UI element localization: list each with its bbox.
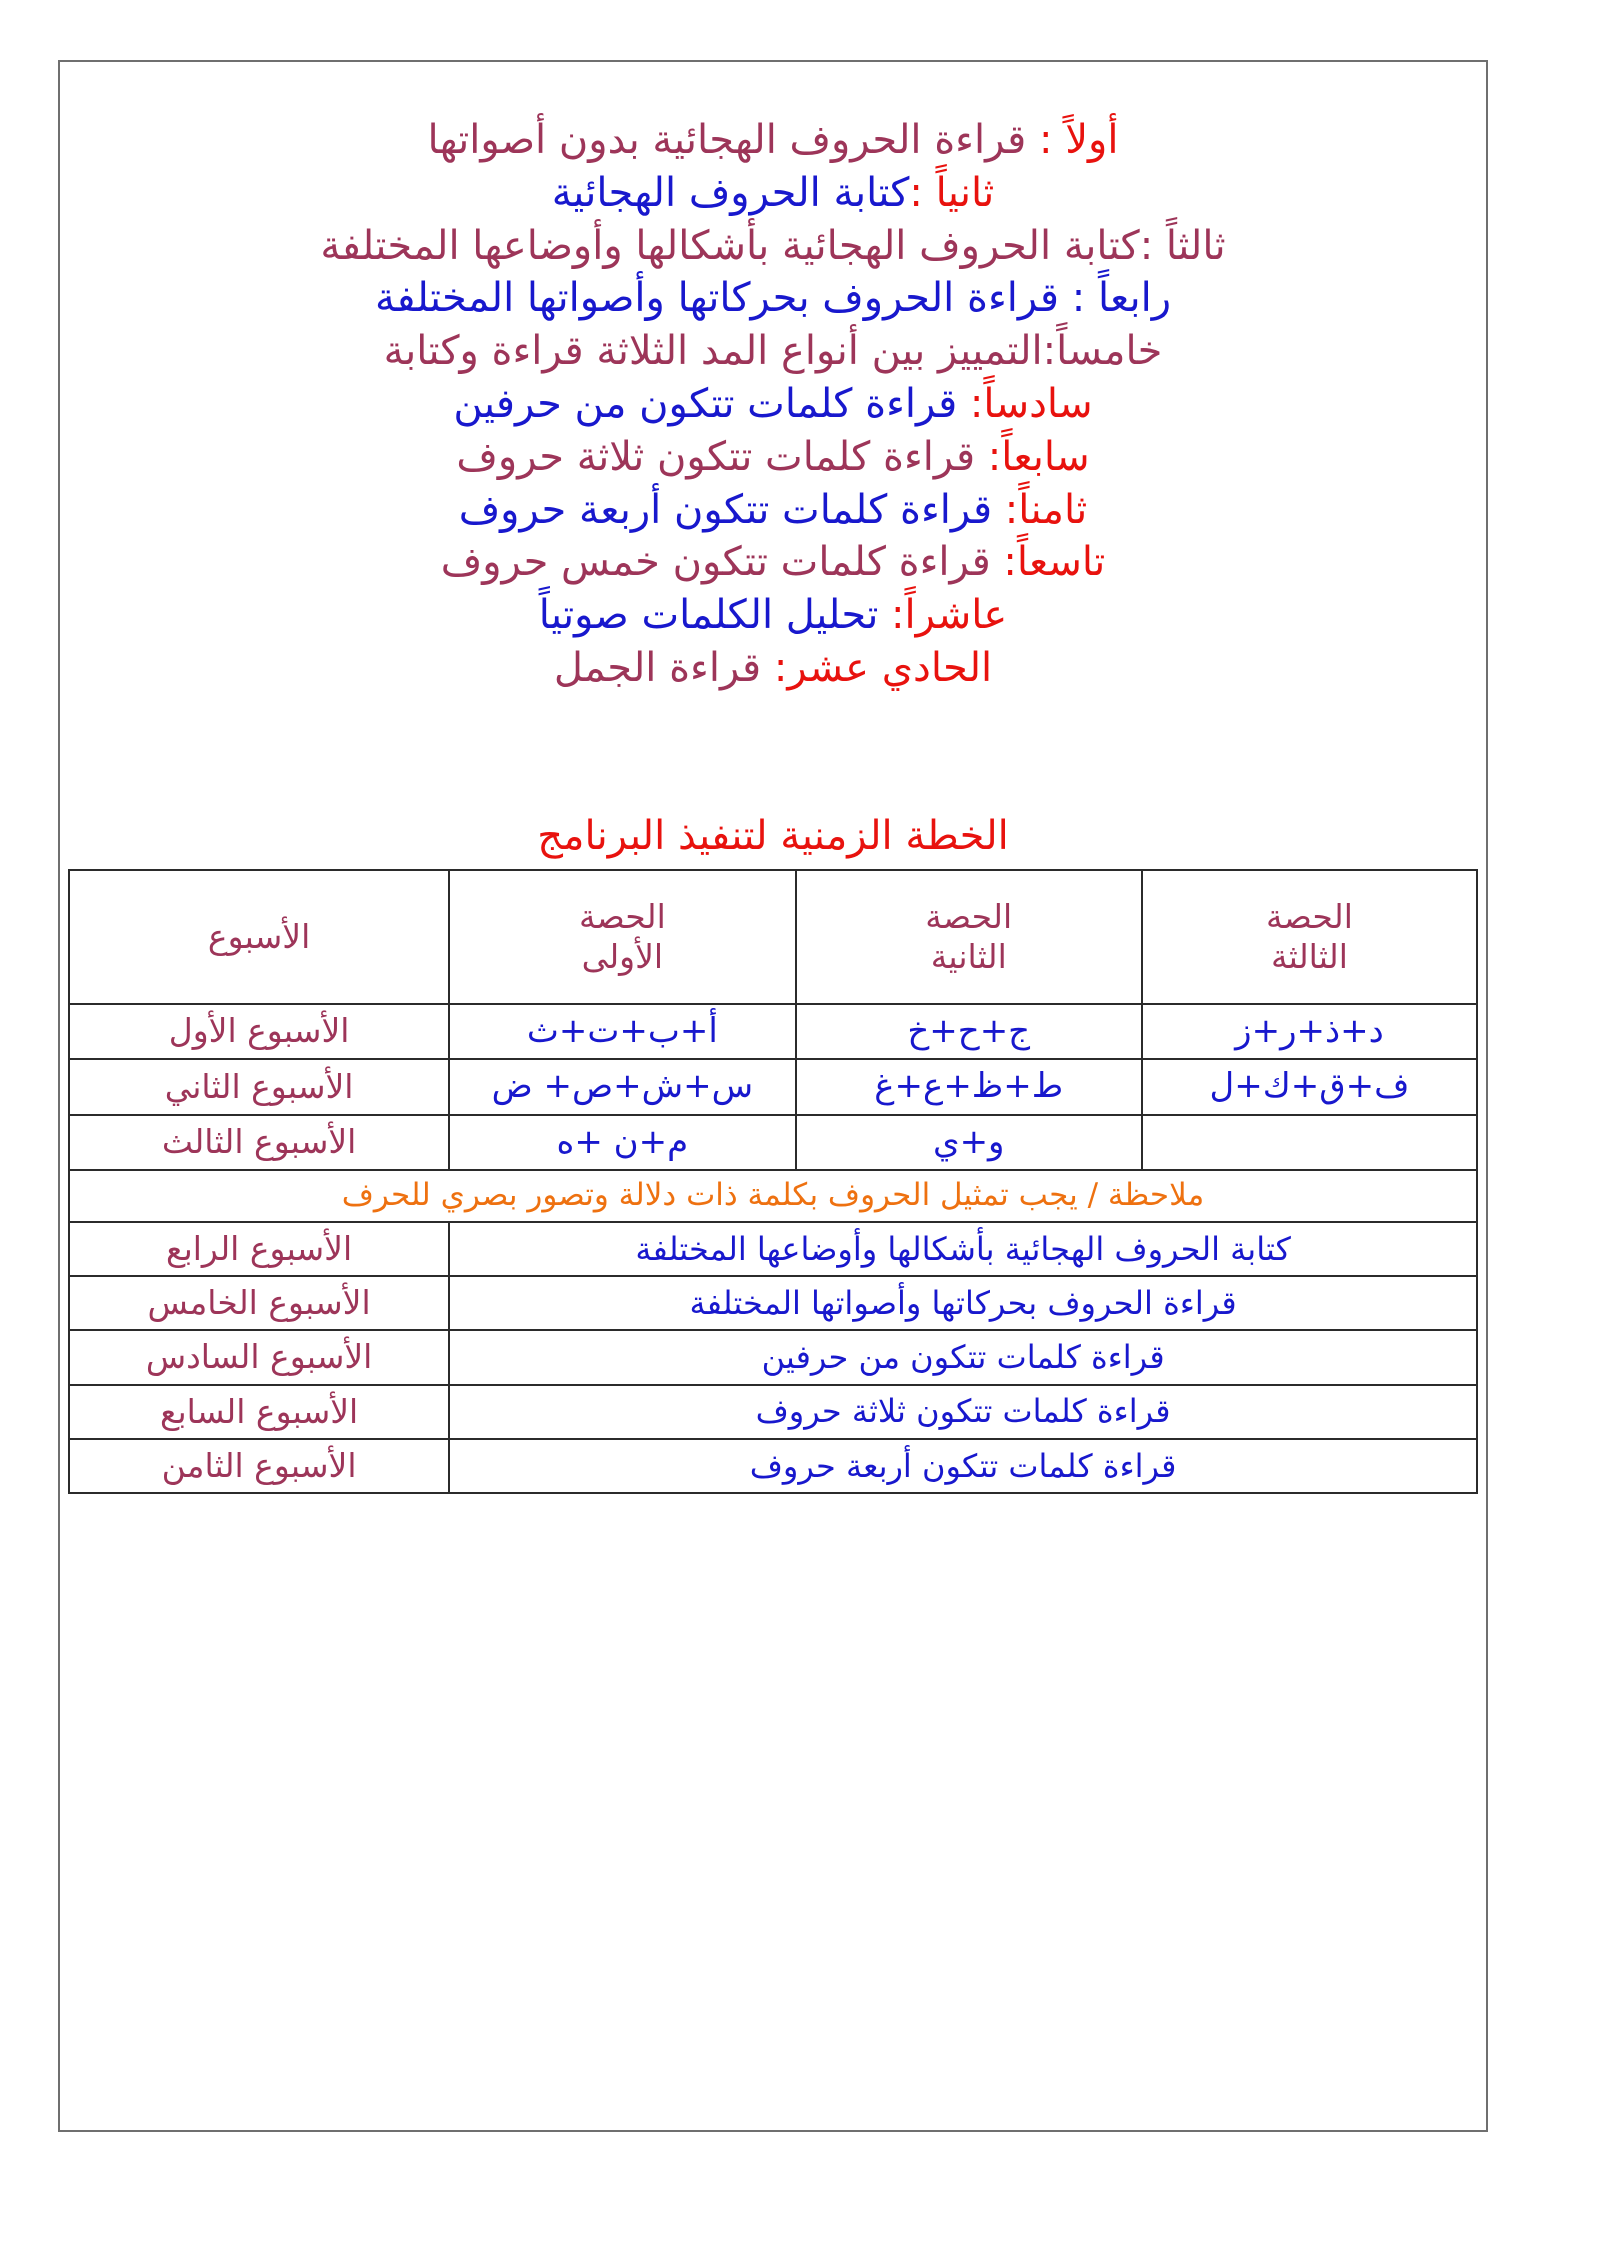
cell-week: الأسبوع الثالث	[69, 1115, 449, 1170]
objective-text: قراءة كلمات تتكون أربعة حروف	[458, 486, 993, 533]
cell-session3: ف+ق+ك+ل	[1142, 1059, 1477, 1114]
objective-ordinal: خامساً:	[1042, 328, 1163, 375]
cell-session1: م+ن +ه	[449, 1115, 795, 1170]
objective-line	[60, 536, 1486, 589]
objective-line	[60, 325, 1486, 378]
objective-ordinal: ثالثاً :	[1139, 222, 1226, 269]
objective-text: كتابة الحروف الهجائية	[551, 169, 910, 216]
objective-ordinal: أولاً :	[1026, 117, 1119, 163]
schedule-title: الخطة الزمنية لتنفيذ البرنامج	[537, 812, 1009, 859]
table-row	[69, 1439, 1477, 1493]
table-row	[69, 1222, 1477, 1276]
objective-ordinal: ثانياً :	[909, 169, 995, 216]
objective-text: قراءة الحروف الهجائية بدون أصواتها	[427, 117, 1027, 163]
cell-week: الأسبوع الأول	[69, 1004, 449, 1059]
column-header-week: الأسبوع	[69, 870, 449, 1004]
objective-line	[60, 484, 1486, 537]
cell-note: ملاحظة / يجب تمثيل الحروف بكلمة ذات دلالة وتصور بصري للحرف	[69, 1170, 1477, 1222]
objectives-list	[60, 62, 1486, 695]
schedule-table-wrapper	[60, 869, 1486, 1494]
objective-text: قراءة كلمات تتكون من حرفين	[453, 380, 958, 427]
cell-session1: أ+ب+ت+ث	[449, 1004, 795, 1059]
table-note-row	[69, 1170, 1477, 1222]
objective-text: قراءة الحروف بحركاتها وأصواتها المختلفة	[374, 275, 1060, 322]
objective-ordinal: عاشراً:	[878, 592, 1008, 639]
table-row	[69, 1385, 1477, 1439]
cell-session2: و+ي	[796, 1115, 1142, 1170]
objective-text: تحليل الكلمات صوتياً	[538, 592, 879, 639]
schedule-table	[68, 869, 1478, 1494]
objective-line	[60, 378, 1486, 431]
column-header-line1: الحصة	[1266, 896, 1353, 936]
column-header-line1: الحصة	[925, 896, 1013, 936]
objective-text: قراءة كلمات تتكون ثلاثة حروف	[456, 433, 976, 480]
document-page	[58, 60, 1488, 2132]
cell-week: الأسبوع السادس	[69, 1330, 449, 1384]
cell-task: قراءة كلمات تتكون أربعة حروف	[449, 1439, 1477, 1493]
cell-session3	[1142, 1115, 1477, 1170]
cell-task: قراءة الحروف بحركاتها وأصواتها المختلفة	[449, 1276, 1477, 1330]
objective-line	[60, 220, 1486, 273]
table-header-row	[69, 870, 1477, 1004]
column-header-line2: الأولى	[581, 936, 664, 976]
objective-ordinal: تاسعاً:	[990, 539, 1106, 586]
cell-week: الأسبوع الثاني	[69, 1059, 449, 1114]
objective-ordinal: رابعاً :	[1059, 275, 1172, 322]
cell-week: الأسبوع الرابع	[69, 1222, 449, 1276]
cell-week: الأسبوع الثامن	[69, 1439, 449, 1493]
column-header-session1	[449, 870, 795, 1004]
objective-ordinal: الحادي عشر:	[761, 644, 993, 691]
table-row	[69, 1330, 1477, 1384]
table-row	[69, 1004, 1477, 1059]
cell-task: قراءة كلمات تتكون ثلاثة حروف	[449, 1385, 1477, 1439]
objective-text: كتابة الحروف الهجائية بأشكالها وأوضاعها المختلفة	[320, 222, 1140, 269]
table-row	[69, 1115, 1477, 1170]
objective-ordinal: سادساً:	[957, 380, 1093, 427]
objective-line	[60, 272, 1486, 325]
cell-task: قراءة كلمات تتكون من حرفين	[449, 1330, 1477, 1384]
column-header-line2: الثالثة	[1270, 936, 1348, 976]
column-header-line2: الثانية	[930, 936, 1007, 976]
objective-line	[60, 589, 1486, 642]
cell-session2: ط+ظ+ع+غ	[796, 1059, 1142, 1114]
column-header-session2	[796, 870, 1142, 1004]
cell-week: الأسبوع الخامس	[69, 1276, 449, 1330]
table-row	[69, 1059, 1477, 1114]
table-row	[69, 1276, 1477, 1330]
cell-task: كتابة الحروف الهجائية بأشكالها وأوضاعها المختلفة	[449, 1222, 1477, 1276]
objective-ordinal: ثامناً:	[992, 486, 1088, 533]
cell-session2: ج+ح+خ	[796, 1004, 1142, 1059]
cell-week: الأسبوع السابع	[69, 1385, 449, 1439]
objective-line	[60, 431, 1486, 484]
column-header-session3	[1142, 870, 1477, 1004]
objective-text: قراءة كلمات تتكون خمس حروف	[440, 539, 991, 586]
objective-line	[60, 642, 1486, 695]
cell-session1: س+ش+ص+ ض	[449, 1059, 795, 1114]
objective-text: التمييز بين أنواع المد الثلاثة قراءة وكتابة	[383, 328, 1043, 375]
objective-line	[60, 167, 1486, 220]
cell-session3: د+ذ+ر+ز	[1142, 1004, 1477, 1059]
column-header-line1: الحصة	[578, 896, 666, 936]
objective-ordinal: سابعاً:	[975, 433, 1090, 480]
objective-line	[60, 114, 1486, 167]
objective-text: قراءة الجمل	[553, 644, 762, 691]
